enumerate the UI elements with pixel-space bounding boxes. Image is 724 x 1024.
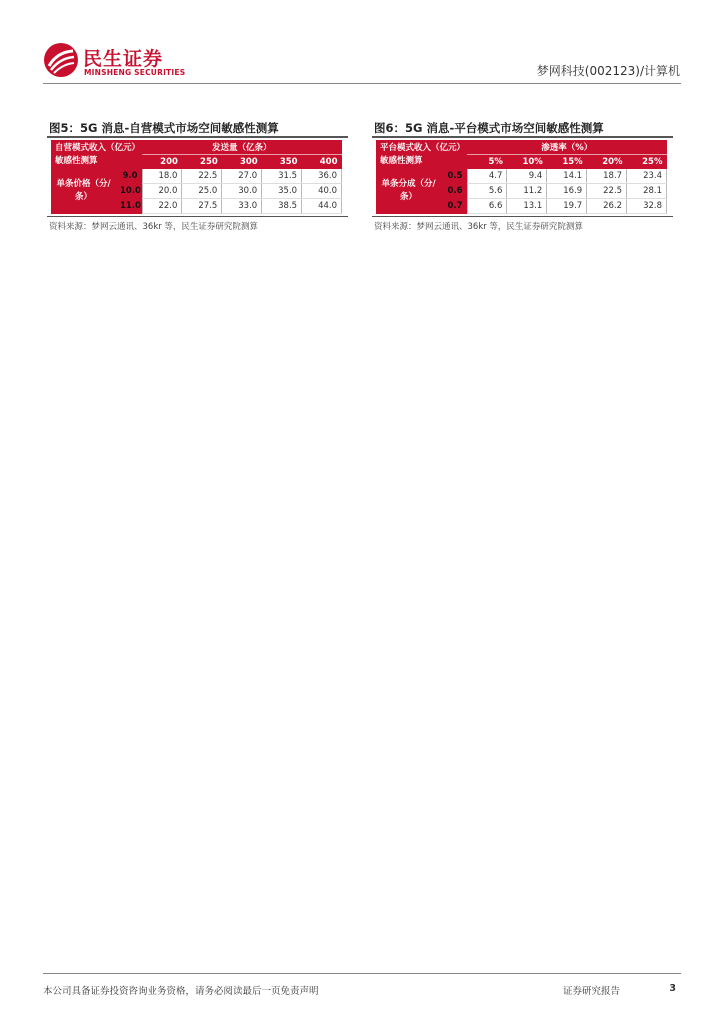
table-cell: 23.4 [627,169,667,184]
table-cell: 9.4 [507,169,547,184]
figure-6 [372,121,673,232]
figure-bottom-rule [372,216,673,217]
logo-chinese-name: 民生证券 [83,48,164,70]
figure-source: 资料来源：梦网云通讯、36kr 等，民生证券研究院测算 [374,222,583,232]
table-cell: 25.0 [182,184,222,199]
table-cell: 6.6 [467,199,507,214]
table-cell: 28.1 [627,184,667,199]
table-corner-label: 自营模式收入（亿元）敏感性测算 [51,140,142,169]
column-header: 300 [222,155,262,170]
table-corner-label: 平台模式收入（亿元）敏感性测算 [376,140,467,169]
row-key: 9.0 [116,169,142,184]
table-row [51,169,342,184]
row-key: 0.6 [441,184,467,199]
table-cell: 38.5 [262,199,302,214]
table-cell: 5.6 [467,184,507,199]
table-cell: 27.0 [222,169,262,184]
table-cell: 18.0 [142,169,182,184]
table-cell: 22.0 [142,199,182,214]
minsheng-logo-icon [43,42,79,78]
column-header: 25% [627,155,667,170]
column-axis-title: 渗透率（%） [467,140,666,155]
table-cell: 18.7 [587,169,627,184]
row-key: 10.0 [116,184,142,199]
table-cell: 22.5 [587,184,627,199]
column-header: 15% [547,155,587,170]
figure-top-rule [372,136,673,138]
column-header: 10% [507,155,547,170]
table-cell: 19.7 [547,199,587,214]
row-key: 0.7 [441,199,467,214]
table-cell: 30.0 [222,184,262,199]
sensitivity-table [376,140,667,214]
table-cell: 36.0 [302,169,342,184]
company-logo [43,42,186,82]
table-cell: 26.2 [587,199,627,214]
report-title: 梦网科技(002123)/计算机 [536,64,680,78]
page-number: 3 [669,983,676,994]
row-key: 0.5 [441,169,467,184]
column-header: 5% [467,155,507,170]
table-cell: 35.0 [262,184,302,199]
table-cell: 32.8 [627,199,667,214]
row-axis-title: 单条价格（分/条） [51,169,116,214]
table-cell: 11.2 [507,184,547,199]
column-axis-title: 发送量（亿条） [142,140,341,155]
column-header: 250 [182,155,222,170]
table-cell: 27.5 [182,199,222,214]
column-header: 20% [587,155,627,170]
table-cell: 22.5 [182,169,222,184]
logo-english-name: MINSHENG SECURITIES [84,68,186,77]
table-cell: 40.0 [302,184,342,199]
table-cell: 44.0 [302,199,342,214]
footer-report-type: 证券研究报告 [563,986,621,997]
table-cell: 33.0 [222,199,262,214]
footer-disclaimer: 本公司具备证券投资咨询业务资格，请务必阅读最后一页免责声明 [43,986,319,997]
figure-top-rule [47,136,348,138]
column-header: 400 [302,155,342,170]
table-cell: 4.7 [467,169,507,184]
header-divider [43,83,681,84]
table-cell: 20.0 [142,184,182,199]
sensitivity-table [51,140,342,214]
row-axis-title: 单条分成（分/条） [376,169,441,214]
figure-5 [47,121,348,232]
table-cell: 14.1 [547,169,587,184]
row-key: 11.0 [116,199,142,214]
table-cell: 31.5 [262,169,302,184]
column-header: 200 [142,155,182,170]
table-cell: 13.1 [507,199,547,214]
figure-title: 图6：5G 消息-平台模式市场空间敏感性测算 [374,121,604,135]
figure-source: 资料来源：梦网云通讯、36kr 等，民生证券研究院测算 [49,222,258,232]
table-cell: 16.9 [547,184,587,199]
table-row [376,169,667,184]
column-header: 350 [262,155,302,170]
footer-divider [43,973,681,974]
figure-bottom-rule [47,216,348,217]
figure-title: 图5：5G 消息-自营模式市场空间敏感性测算 [49,121,279,135]
